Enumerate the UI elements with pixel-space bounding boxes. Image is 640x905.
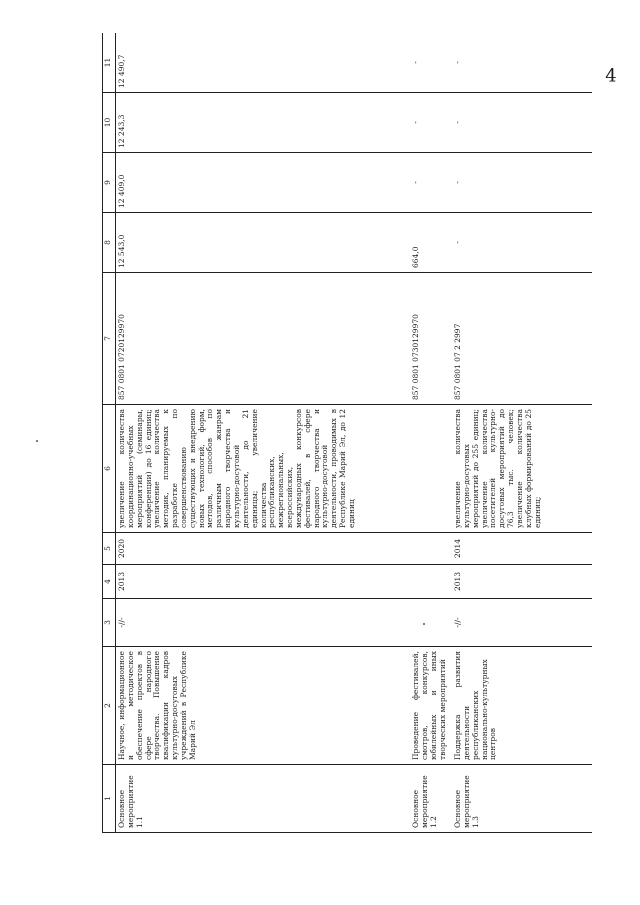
- value-col9: 12 409,0: [116, 153, 411, 213]
- executor: -//-: [116, 599, 411, 647]
- col-num: 3: [103, 599, 116, 647]
- budget-code: 857 0801 0730129970: [410, 273, 452, 405]
- expected-result: [410, 405, 452, 533]
- executor: [410, 599, 452, 647]
- value-col11: -: [452, 33, 592, 93]
- value-col9: -: [452, 153, 592, 213]
- start-year: 2013: [452, 565, 592, 599]
- value-col10: 12 243,3: [116, 93, 411, 153]
- event-title: Поддержка развития деятельности республиканских национально-культурных центров: [452, 647, 592, 765]
- end-year: [410, 533, 452, 565]
- event-title: Научное, информационное и методическое обеспечение проектов в сфере народного творчества. Повышение квалификации кадров культурно-досуговых учреждений в Республике Марий Эл: [116, 647, 411, 765]
- event-name: Основное мероприятие 1.3: [452, 765, 592, 833]
- col-num: 5: [103, 533, 116, 565]
- value-col8: 12 543,0: [116, 213, 411, 273]
- value-col8: -: [452, 213, 592, 273]
- event-title: Проведение фестивалей, смотров, конкурсов, юбилейных и иных творческих мероприятий: [410, 647, 452, 765]
- col-num: 6: [103, 405, 116, 533]
- table-row: [452, 33, 592, 833]
- budget-code: 857 0801 07 2 2997: [452, 273, 592, 405]
- start-year: [410, 565, 452, 599]
- end-year: 2020: [116, 533, 411, 565]
- scan-speck: [36, 440, 38, 442]
- value-col11: -: [410, 33, 452, 93]
- end-year: 2014: [452, 533, 592, 565]
- value-col10: -: [410, 93, 452, 153]
- column-number-row: [103, 33, 116, 833]
- value-col9: -: [410, 153, 452, 213]
- expected-result: увеличение количества культурно-досуговых мероприятий до 255 единиц; увеличение количества посетителей культурно-досуговых мероприятий до 76,3 тыс. человек; увеличение количества клубных формирований до 25 единиц;: [452, 405, 592, 533]
- rotated-table-area: [102, 33, 592, 833]
- executor: -//-: [452, 599, 592, 647]
- col-num: 4: [103, 565, 116, 599]
- col-num: 1: [103, 765, 116, 833]
- col-num: 2: [103, 647, 116, 765]
- start-year: 2013: [116, 565, 411, 599]
- value-col10: -: [452, 93, 592, 153]
- table-row: [410, 33, 452, 833]
- event-name: Основное мероприятие 1.1: [116, 765, 411, 833]
- value-col8: 664,0: [410, 213, 452, 273]
- col-num: 10: [103, 93, 116, 153]
- page-number: 4: [605, 65, 617, 87]
- expected-result: увеличение количества координационно-учебных мероприятий (семинары, конференции) до 16 единиц; увеличение количества методик, планируемых к разработке по совершенствованию существующих и внедрению новых технологий, форм, методов, способов по различным жанрам народного творчества и культурно-досуговой деятельности, до 21 единицы; увеличение количества республиканских, межрегиональных, всероссийских, международных конкурсов фестивалей, в сфере народного творчества и культурно-досуговой деятельности, проводимых в Республике Марий Эл, до 12 единиц: [116, 405, 411, 533]
- col-num: 11: [103, 33, 116, 93]
- col-num: 9: [103, 153, 116, 213]
- value-col11: 12 490,7: [116, 33, 411, 93]
- program-events-table: [102, 33, 592, 833]
- table-row: [116, 33, 411, 833]
- event-name: Основное мероприятие 1.2: [410, 765, 452, 833]
- budget-code: 857 0801 0720129970: [116, 273, 411, 405]
- col-num: 7: [103, 273, 116, 405]
- col-num: 8: [103, 213, 116, 273]
